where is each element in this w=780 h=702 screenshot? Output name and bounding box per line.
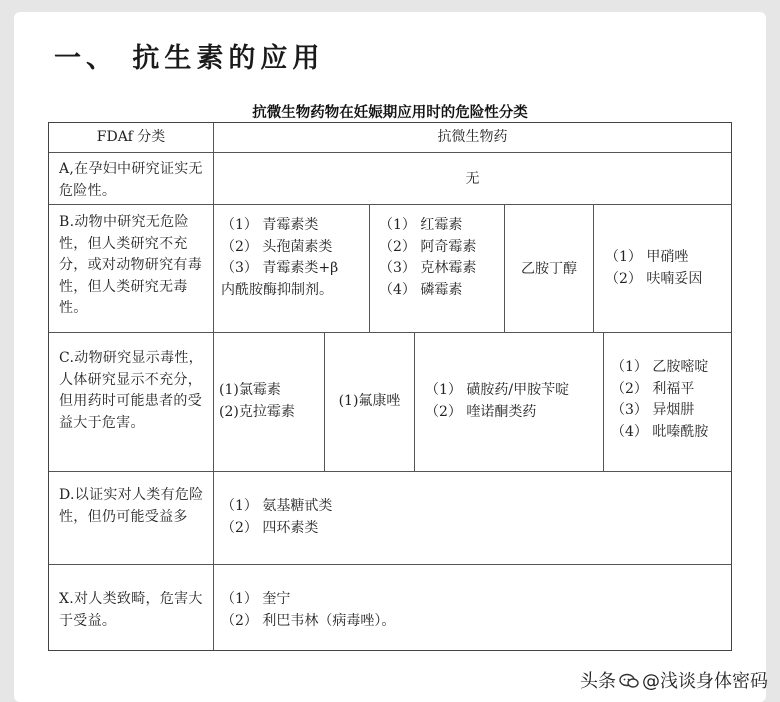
watermark <box>580 667 768 693</box>
row-c-group2: (1)氟康唑 <box>338 393 401 409</box>
row-b-group2 <box>379 215 476 301</box>
header-drugs: 抗微生物药 <box>437 129 508 145</box>
risk-category-table <box>48 122 732 651</box>
list-item: (1)氯霉素 <box>219 382 281 398</box>
watermark-account: @浅谈身体密码 <box>642 671 768 692</box>
list-item: (2)克拉霉素 <box>219 403 295 420</box>
row-b-group1 <box>221 215 338 301</box>
list-item: （3） 异烟肼 <box>611 402 695 418</box>
row-d-label: D.以证实对人类有危险性，但仍可能受益多 <box>59 487 204 525</box>
row-b-group4 <box>605 247 702 290</box>
chat-bubble-icon <box>618 672 640 690</box>
list-item: （4） 磷霉素 <box>379 281 463 298</box>
table-title: 抗微生物药物在妊娠期应用时的危险性分类 <box>252 105 528 121</box>
row-c-group1 <box>219 380 295 423</box>
list-item: （1） 青霉素类 <box>221 217 319 233</box>
list-item: （2） 阿奇霉素 <box>379 238 477 255</box>
row-a-drugs: 无 <box>465 171 480 187</box>
list-item: （2） 四环素类 <box>221 519 319 536</box>
row-c-group3 <box>425 380 569 423</box>
watermark-prefix: 头条 <box>580 671 616 692</box>
section-title: 一、 抗生素的应用 <box>54 43 325 74</box>
list-item: （3） 克林霉素 <box>379 260 477 276</box>
row-b-label: B.动物中研究无危险性，但人类研究不充分，或对动物研究有毒性，但人类研究无毒性。 <box>59 214 202 316</box>
list-item: （2） 利巴韦林（病毒唑）。 <box>221 612 396 629</box>
list-item: （4） 吡嗪酰胺 <box>611 423 709 440</box>
row-x-label: X.对人类致畸，危害大于受益。 <box>59 591 203 629</box>
list-item: （3） 青霉素类+β <box>221 260 339 276</box>
list-item: （2） 呋喃妥因 <box>605 270 703 287</box>
row-x-drugs <box>221 589 395 632</box>
list-item: （1） 甲硝唑 <box>605 249 689 265</box>
list-item: （1） 奎宁 <box>221 591 291 607</box>
list-item: （2） 头孢菌素类 <box>221 238 333 255</box>
row-a-label: A,在孕妇中研究证实无危险性。 <box>59 161 203 199</box>
list-item: （2） 喹诺酮类药 <box>425 403 537 420</box>
list-item: （1） 磺胺药/甲胺苄啶 <box>425 382 570 398</box>
list-item: （1） 乙胺嘧啶 <box>611 359 709 375</box>
list-item: （1） 红霉素 <box>379 217 463 233</box>
row-c-label: C.动物研究显示毒性，人体研究显示不充分，但用药时可能患者的受益大于危害。 <box>59 350 203 431</box>
row-d-drugs <box>221 496 332 539</box>
row-c-group4 <box>611 357 708 443</box>
list-item: （1） 氨基糖甙类 <box>221 498 333 514</box>
header-category: FDAf 分类 <box>96 129 166 145</box>
list-item: 内酰胺酶抑制剂。 <box>221 281 333 298</box>
list-item: （2） 利福平 <box>611 380 695 397</box>
row-b-group3: 乙胺丁醇 <box>521 261 577 277</box>
